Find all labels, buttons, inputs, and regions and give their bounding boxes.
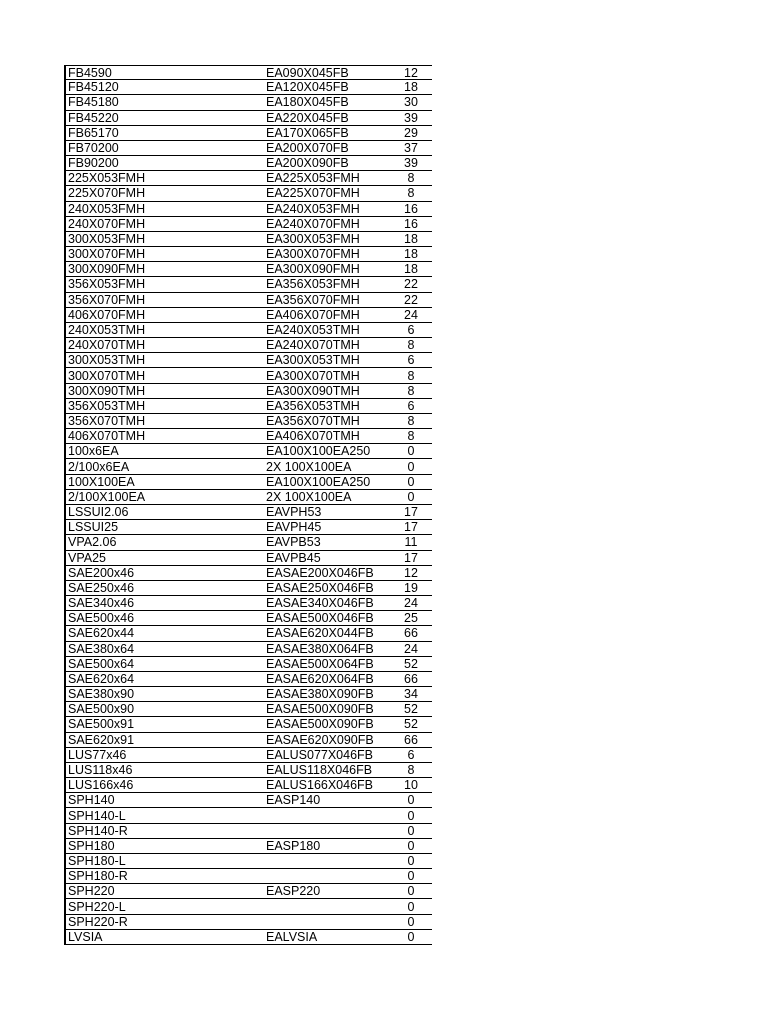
table-row bbox=[66, 171, 432, 186]
cell-quantity[interactable]: 39 bbox=[404, 110, 418, 125]
cell-quantity[interactable]: 0 bbox=[407, 914, 415, 929]
cell-part-code[interactable]: SAE620x91 bbox=[68, 732, 135, 747]
cell-item-code[interactable]: EASAE500X090FB bbox=[266, 702, 374, 717]
cell-quantity[interactable]: 0 bbox=[407, 823, 415, 838]
cell-quantity[interactable]: 0 bbox=[407, 869, 415, 884]
cell-part-code[interactable]: 356X070TMH bbox=[68, 414, 146, 429]
table-row bbox=[66, 444, 432, 459]
table-row bbox=[66, 535, 432, 550]
cell-item-code[interactable]: EA240X070TMH bbox=[266, 338, 360, 353]
table-row bbox=[66, 672, 432, 687]
cell-part-code[interactable]: SPH220-L bbox=[68, 899, 126, 914]
table-row bbox=[66, 111, 432, 126]
cell-part-code[interactable]: SPH140-R bbox=[68, 823, 128, 838]
cell-part-code[interactable]: 406X070TMH bbox=[68, 429, 146, 444]
cell-part-code[interactable]: SPH180-R bbox=[68, 869, 128, 884]
table-row bbox=[66, 156, 432, 171]
cell-item-code[interactable]: EA356X070TMH bbox=[266, 414, 360, 429]
table-row bbox=[66, 793, 432, 808]
cell-quantity[interactable]: 8 bbox=[407, 171, 415, 186]
cell-item-code[interactable]: EASAE380X090FB bbox=[266, 687, 374, 702]
table-row bbox=[66, 717, 432, 732]
table-row bbox=[66, 459, 432, 474]
cell-part-code[interactable]: 240X070FMH bbox=[68, 216, 146, 231]
cell-quantity[interactable]: 0 bbox=[407, 489, 415, 504]
table-row bbox=[66, 581, 432, 596]
table-row bbox=[66, 126, 432, 141]
cell-item-code[interactable]: EA356X070FMH bbox=[266, 292, 360, 307]
cell-part-code[interactable]: SAE620x64 bbox=[68, 671, 135, 686]
cell-part-code[interactable]: 240X053TMH bbox=[68, 323, 146, 337]
cell-quantity[interactable]: 25 bbox=[404, 611, 418, 626]
cell-item-code[interactable]: EALUS077X046FB bbox=[266, 747, 374, 762]
cell-quantity[interactable]: 0 bbox=[407, 929, 415, 944]
cell-quantity[interactable]: 6 bbox=[407, 323, 415, 337]
cell-item-code[interactable]: EAVPB45 bbox=[266, 550, 321, 565]
cell-part-code[interactable]: SAE500x91 bbox=[68, 717, 135, 732]
cell-quantity[interactable]: 12 bbox=[404, 65, 418, 80]
table-row bbox=[66, 869, 432, 884]
cell-part-code[interactable]: 100X100EA bbox=[68, 474, 135, 489]
cell-quantity[interactable]: 0 bbox=[407, 838, 415, 853]
table-row bbox=[66, 899, 432, 914]
cell-quantity[interactable]: 52 bbox=[404, 717, 418, 732]
cell-part-code[interactable]: FB65170 bbox=[68, 125, 119, 140]
cell-part-code[interactable]: SAE500x64 bbox=[68, 656, 135, 671]
cell-quantity[interactable]: 16 bbox=[404, 216, 418, 231]
cell-quantity[interactable]: 0 bbox=[407, 884, 415, 899]
cell-quantity[interactable]: 8 bbox=[407, 414, 415, 429]
cell-part-code[interactable]: 2/100x6EA bbox=[68, 459, 130, 474]
table-row bbox=[66, 429, 432, 444]
table-row bbox=[66, 884, 432, 899]
cell-quantity[interactable]: 30 bbox=[404, 95, 418, 110]
table-row bbox=[66, 202, 432, 217]
cell-part-code[interactable]: SAE380x64 bbox=[68, 641, 135, 656]
cell-item-code[interactable]: EA300X070TMH bbox=[266, 368, 360, 383]
cell-item-code[interactable]: EAVPH45 bbox=[266, 520, 322, 535]
table-row bbox=[66, 687, 432, 702]
table-row bbox=[66, 490, 432, 505]
cell-part-code[interactable]: 300X053TMH bbox=[68, 353, 146, 368]
cell-part-code[interactable]: 240X070TMH bbox=[68, 338, 146, 353]
cell-quantity[interactable]: 22 bbox=[404, 277, 418, 292]
cell-quantity[interactable]: 10 bbox=[404, 778, 418, 793]
cell-quantity[interactable]: 16 bbox=[404, 201, 418, 216]
cell-item-code[interactable]: EA090X045FB bbox=[266, 65, 349, 80]
table-row bbox=[66, 520, 432, 535]
cell-part-code[interactable]: VPA2.06 bbox=[68, 535, 117, 550]
cell-part-code[interactable]: FB90200 bbox=[68, 156, 119, 171]
cell-quantity[interactable]: 52 bbox=[404, 656, 418, 671]
cell-item-code[interactable]: EASAE340X046FB bbox=[266, 596, 374, 611]
cell-quantity[interactable]: 0 bbox=[407, 793, 415, 808]
cell-part-code[interactable]: SPH180 bbox=[68, 838, 115, 853]
table-row bbox=[66, 748, 432, 763]
cell-item-code[interactable]: EASP220 bbox=[266, 884, 321, 899]
table-row bbox=[66, 702, 432, 717]
table-row bbox=[66, 293, 432, 308]
cell-quantity[interactable]: 8 bbox=[407, 429, 415, 444]
table-row bbox=[66, 930, 432, 945]
cell-item-code[interactable]: EAVPH53 bbox=[266, 505, 322, 520]
cell-item-code[interactable]: EASP180 bbox=[266, 838, 321, 853]
cell-quantity[interactable]: 0 bbox=[407, 459, 415, 474]
cell-quantity[interactable]: 0 bbox=[407, 808, 415, 823]
cell-part-code[interactable]: 406X070FMH bbox=[68, 307, 146, 322]
cell-part-code[interactable]: SAE380x90 bbox=[68, 687, 135, 702]
table-row bbox=[66, 338, 432, 353]
cell-quantity[interactable]: 66 bbox=[404, 626, 418, 641]
cell-quantity[interactable]: 24 bbox=[404, 307, 418, 322]
cell-part-code[interactable]: SPH180-L bbox=[68, 854, 126, 869]
cell-part-code[interactable]: 300X070FMH bbox=[68, 247, 146, 262]
cell-quantity[interactable]: 18 bbox=[404, 262, 418, 277]
cell-part-code[interactable]: 240X053FMH bbox=[68, 201, 146, 216]
cell-part-code[interactable]: 356X053TMH bbox=[68, 398, 146, 413]
cell-part-code[interactable]: SPH140 bbox=[68, 793, 115, 808]
cell-item-code[interactable]: EASAE500X046FB bbox=[266, 611, 374, 626]
cell-item-code[interactable]: EA225X070FMH bbox=[266, 186, 360, 201]
cell-quantity[interactable]: 0 bbox=[407, 444, 415, 459]
table-row bbox=[66, 763, 432, 778]
cell-part-code[interactable]: 300X070TMH bbox=[68, 368, 146, 383]
cell-part-code[interactable]: SPH220 bbox=[68, 884, 115, 899]
table-row bbox=[66, 626, 432, 641]
table-row bbox=[66, 186, 432, 201]
cell-part-code[interactable]: LUS166x46 bbox=[68, 778, 134, 793]
table-row bbox=[66, 505, 432, 520]
cell-quantity[interactable]: 8 bbox=[407, 368, 415, 383]
table-row bbox=[66, 611, 432, 626]
cell-item-code[interactable]: 2X 100X100EA bbox=[266, 459, 352, 474]
cell-quantity[interactable]: 17 bbox=[404, 505, 418, 520]
cell-part-code[interactable]: 100x6EA bbox=[68, 444, 119, 459]
table-row bbox=[66, 642, 432, 657]
cell-quantity[interactable]: 6 bbox=[407, 747, 415, 762]
cell-part-code[interactable]: LSSUI2.06 bbox=[68, 505, 129, 520]
cell-part-code[interactable]: SAE200x46 bbox=[68, 565, 135, 580]
table-row bbox=[66, 551, 432, 566]
table-row bbox=[66, 839, 432, 854]
table-row bbox=[66, 384, 432, 399]
cell-item-code[interactable]: EA356X053FMH bbox=[266, 277, 360, 292]
cell-item-code[interactable]: EALVSIA bbox=[266, 929, 318, 944]
table-row bbox=[66, 141, 432, 156]
cell-quantity[interactable]: 18 bbox=[404, 80, 418, 95]
cell-item-code[interactable]: EA200X090FB bbox=[266, 156, 349, 171]
cell-item-code[interactable]: EALUS118X046FB bbox=[266, 762, 373, 777]
cell-quantity[interactable]: 24 bbox=[404, 596, 418, 611]
cell-part-code[interactable]: LUS118x46 bbox=[68, 762, 133, 777]
cell-part-code[interactable]: 225X053FMH bbox=[68, 171, 146, 186]
cell-quantity[interactable]: 8 bbox=[407, 762, 415, 777]
cell-quantity[interactable]: 34 bbox=[404, 687, 418, 702]
cell-item-code[interactable]: EAVPB53 bbox=[266, 535, 321, 550]
cell-part-code[interactable]: 356X070FMH bbox=[68, 292, 146, 307]
table-row bbox=[66, 778, 432, 793]
cell-item-code[interactable]: EASAE380X064FB bbox=[266, 641, 374, 656]
table-body bbox=[66, 65, 432, 945]
cell-part-code[interactable]: 300X090FMH bbox=[68, 262, 146, 277]
cell-part-code[interactable]: SAE500x90 bbox=[68, 702, 135, 717]
cell-item-code[interactable]: EA180X045FB bbox=[266, 95, 349, 110]
table-row bbox=[66, 308, 432, 323]
cell-part-code[interactable]: 356X053FMH bbox=[68, 277, 146, 292]
cell-item-code[interactable]: EA300X090FMH bbox=[266, 262, 360, 277]
cell-part-code[interactable]: SAE250x46 bbox=[68, 580, 135, 595]
cell-part-code[interactable]: LVSIA bbox=[68, 929, 103, 944]
cell-item-code[interactable]: EA300X053FMH bbox=[266, 231, 360, 246]
cell-item-code[interactable]: EA100X100EA250 bbox=[266, 474, 371, 489]
cell-item-code[interactable]: EA240X053FMH bbox=[266, 201, 360, 216]
cell-quantity[interactable]: 11 bbox=[404, 535, 418, 550]
cell-part-code[interactable]: FB45220 bbox=[68, 110, 119, 125]
cell-quantity[interactable]: 37 bbox=[404, 140, 418, 155]
table-row bbox=[66, 915, 432, 930]
cell-item-code[interactable]: EA300X053TMH bbox=[266, 353, 360, 368]
cell-quantity[interactable]: 52 bbox=[404, 702, 418, 717]
cell-quantity[interactable]: 18 bbox=[404, 231, 418, 246]
cell-quantity[interactable]: 66 bbox=[404, 732, 418, 747]
cell-item-code[interactable]: EA200X070FB bbox=[266, 140, 349, 155]
cell-quantity[interactable]: 0 bbox=[407, 474, 415, 489]
cell-quantity[interactable]: 8 bbox=[407, 338, 415, 353]
cell-part-code[interactable]: VPA25 bbox=[68, 550, 106, 565]
cell-item-code[interactable]: EASAE200X046FB bbox=[266, 565, 374, 580]
cell-part-code[interactable]: 300X090TMH bbox=[68, 383, 146, 398]
cell-item-code[interactable]: EA120X045FB bbox=[266, 80, 349, 95]
cell-item-code[interactable]: EA225X053FMH bbox=[266, 171, 360, 186]
table-row bbox=[66, 475, 432, 490]
cell-part-code[interactable]: LUS77x46 bbox=[68, 747, 127, 762]
table-row bbox=[66, 596, 432, 611]
cell-part-code[interactable]: 2/100X100EA bbox=[68, 489, 146, 504]
spreadsheet-table bbox=[64, 65, 432, 945]
cell-item-code[interactable]: EASAE250X046FB bbox=[266, 580, 374, 595]
cell-item-code[interactable]: EA170X065FB bbox=[266, 125, 349, 140]
table-row bbox=[66, 733, 432, 748]
cell-quantity[interactable]: 17 bbox=[404, 550, 418, 565]
table-row bbox=[66, 657, 432, 672]
cell-part-code[interactable]: FB45120 bbox=[68, 80, 119, 95]
cell-quantity[interactable]: 6 bbox=[407, 398, 415, 413]
table-row bbox=[66, 80, 432, 95]
table-row bbox=[66, 566, 432, 581]
table-row bbox=[66, 353, 432, 368]
cell-item-code[interactable]: EASP140 bbox=[266, 793, 321, 808]
cell-item-code[interactable]: EASAE500X090FB bbox=[266, 717, 374, 732]
cell-item-code[interactable]: EA220X045FB bbox=[266, 110, 349, 125]
table-row bbox=[66, 65, 432, 80]
cell-part-code[interactable]: SAE500x46 bbox=[68, 611, 135, 626]
cell-part-code[interactable]: FB45180 bbox=[68, 95, 119, 110]
cell-quantity[interactable]: 12 bbox=[404, 565, 418, 580]
cell-item-code[interactable]: EA406X070FMH bbox=[266, 307, 360, 322]
table-row bbox=[66, 414, 432, 429]
cell-quantity[interactable]: 18 bbox=[404, 247, 418, 262]
table-row bbox=[66, 399, 432, 414]
cell-quantity[interactable]: 19 bbox=[404, 580, 418, 595]
table-row bbox=[66, 323, 432, 338]
cell-quantity[interactable]: 24 bbox=[404, 641, 418, 656]
table-row bbox=[66, 247, 432, 262]
cell-item-code[interactable]: EASAE620X090FB bbox=[266, 732, 374, 747]
cell-quantity[interactable]: 22 bbox=[404, 292, 418, 307]
table-row bbox=[66, 262, 432, 277]
cell-item-code[interactable]: EA300X090TMH bbox=[266, 383, 360, 398]
cell-part-code[interactable]: FB70200 bbox=[68, 140, 119, 155]
table-row bbox=[66, 277, 432, 292]
cell-part-code[interactable]: SPH220-R bbox=[68, 914, 128, 929]
table-row bbox=[66, 232, 432, 247]
cell-part-code[interactable]: LSSUI25 bbox=[68, 520, 119, 535]
cell-quantity[interactable]: 66 bbox=[404, 671, 418, 686]
cell-quantity[interactable]: 6 bbox=[407, 353, 415, 368]
cell-item-code[interactable]: EASAE500X064FB bbox=[266, 656, 374, 671]
cell-item-code[interactable]: EA100X100EA250 bbox=[266, 444, 371, 459]
cell-item-code[interactable]: EALUS166X046FB bbox=[266, 778, 374, 793]
cell-part-code[interactable]: FB4590 bbox=[68, 65, 112, 80]
cell-quantity[interactable]: 0 bbox=[407, 899, 415, 914]
cell-quantity[interactable]: 8 bbox=[407, 186, 415, 201]
cell-part-code[interactable]: 225X070FMH bbox=[68, 186, 146, 201]
cell-quantity[interactable]: 17 bbox=[404, 520, 418, 535]
cell-item-code[interactable]: EA240X053TMH bbox=[266, 323, 360, 337]
cell-item-code[interactable]: EA300X070FMH bbox=[266, 247, 360, 262]
table-row bbox=[66, 217, 432, 232]
cell-part-code[interactable]: SPH140-L bbox=[68, 808, 126, 823]
cell-quantity[interactable]: 8 bbox=[407, 383, 415, 398]
cell-quantity[interactable]: 0 bbox=[407, 854, 415, 869]
table-row bbox=[66, 854, 432, 869]
table-row bbox=[66, 824, 432, 839]
cell-quantity[interactable]: 39 bbox=[404, 156, 418, 171]
cell-item-code[interactable]: EA406X070TMH bbox=[266, 429, 360, 444]
cell-item-code[interactable]: EASAE620X064FB bbox=[266, 671, 374, 686]
table-row bbox=[66, 808, 432, 823]
cell-part-code[interactable]: SAE620x44 bbox=[68, 626, 135, 641]
cell-item-code[interactable]: EA356X053TMH bbox=[266, 398, 360, 413]
cell-quantity[interactable]: 29 bbox=[404, 125, 418, 140]
cell-item-code[interactable]: EASAE620X044FB bbox=[266, 626, 374, 641]
table-row bbox=[66, 368, 432, 383]
cell-item-code[interactable]: EA240X070FMH bbox=[266, 216, 360, 231]
cell-part-code[interactable]: 300X053FMH bbox=[68, 231, 146, 246]
table-row bbox=[66, 95, 432, 110]
cell-part-code[interactable]: SAE340x46 bbox=[68, 596, 135, 611]
cell-item-code[interactable]: 2X 100X100EA bbox=[266, 489, 352, 504]
